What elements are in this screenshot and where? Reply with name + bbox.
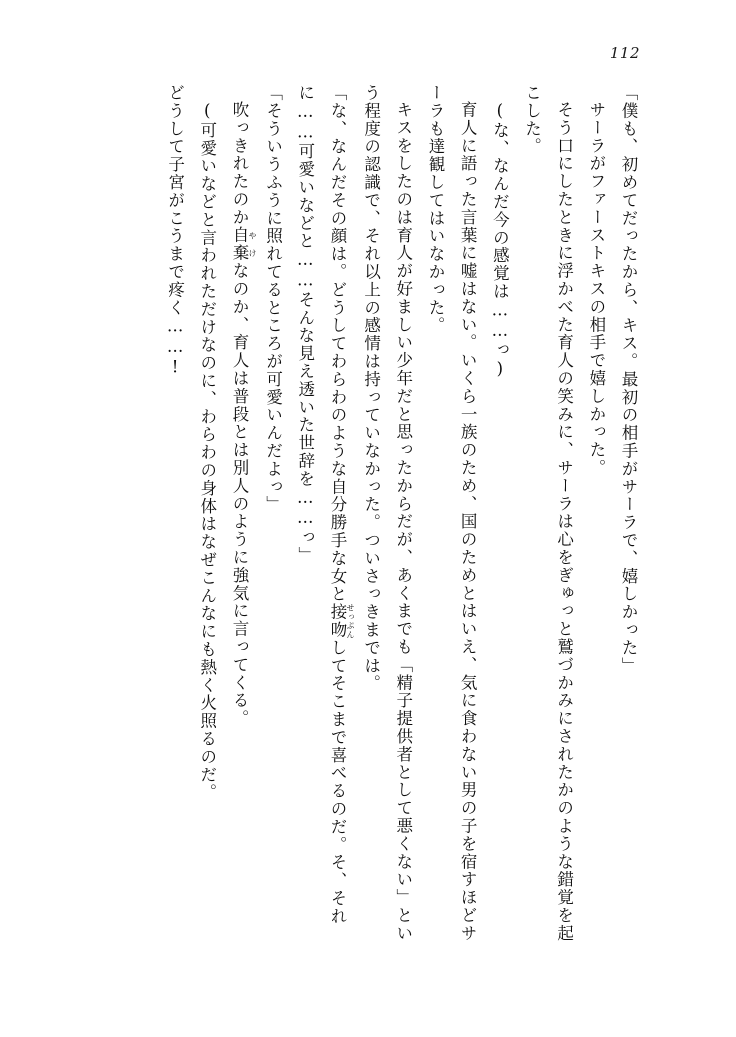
paragraph: そう口にしたときに浮かべた育人の笑みに、サーラは心をぎゅっと鷲づかみにされたかのような錯覚を起こした。 <box>522 84 574 942</box>
paragraph: どうして子宮がこうまで疼く……! <box>165 84 185 378</box>
paragraph: (可愛いなどと言われただけなのに、わらわの身体はなぜこんなにも熱く火照るのだ。 <box>197 100 217 802</box>
paragraph: (な、なんだ今の感覚は……っ) <box>490 100 510 379</box>
paragraph: 育人に語った言葉に嘘はない。いくら一族のため、国のためとはいえ、気に食わない男の子を宿すほどサーラも達観してはいなかった。 <box>425 84 478 942</box>
page-number: 112 <box>609 44 640 62</box>
vertical-text-body <box>84 84 644 957</box>
ruby-annotation: 接吻 せっぷん <box>327 603 355 639</box>
paragraph: 吹っきれたのか自棄 やけなのか、育人は普段とは別人のように強気に言ってくる。 <box>229 100 257 728</box>
paragraph: 「な、なんだその顔は。どうしてわらわのような自分勝手な女と接吻 せっぷんしてそこまで喜べるのだ。そ、それに……可愛いなどと……そんな見え透いた世辞を……っ」 <box>295 84 355 926</box>
ruby-annotation: 自棄 やけ <box>229 225 257 262</box>
paragraph: 「僕も、初めてだったから、キス。最初の相手がサーラで、嬉しかった」 <box>619 84 638 675</box>
paragraph: サーラがファーストキスの相手で嬉しかった。 <box>586 100 606 477</box>
paragraph: 「そういうふうに照れてるところが可愛いんだよっ」 <box>263 84 283 514</box>
paragraph: キスをしたのは育人が好ましい少年だと思ったからだが、あくまでも「精子提供者として悪くない」という程度の認識で、それ以上の感情は持っていなかった。ついさっきまでは。 <box>361 84 413 942</box>
